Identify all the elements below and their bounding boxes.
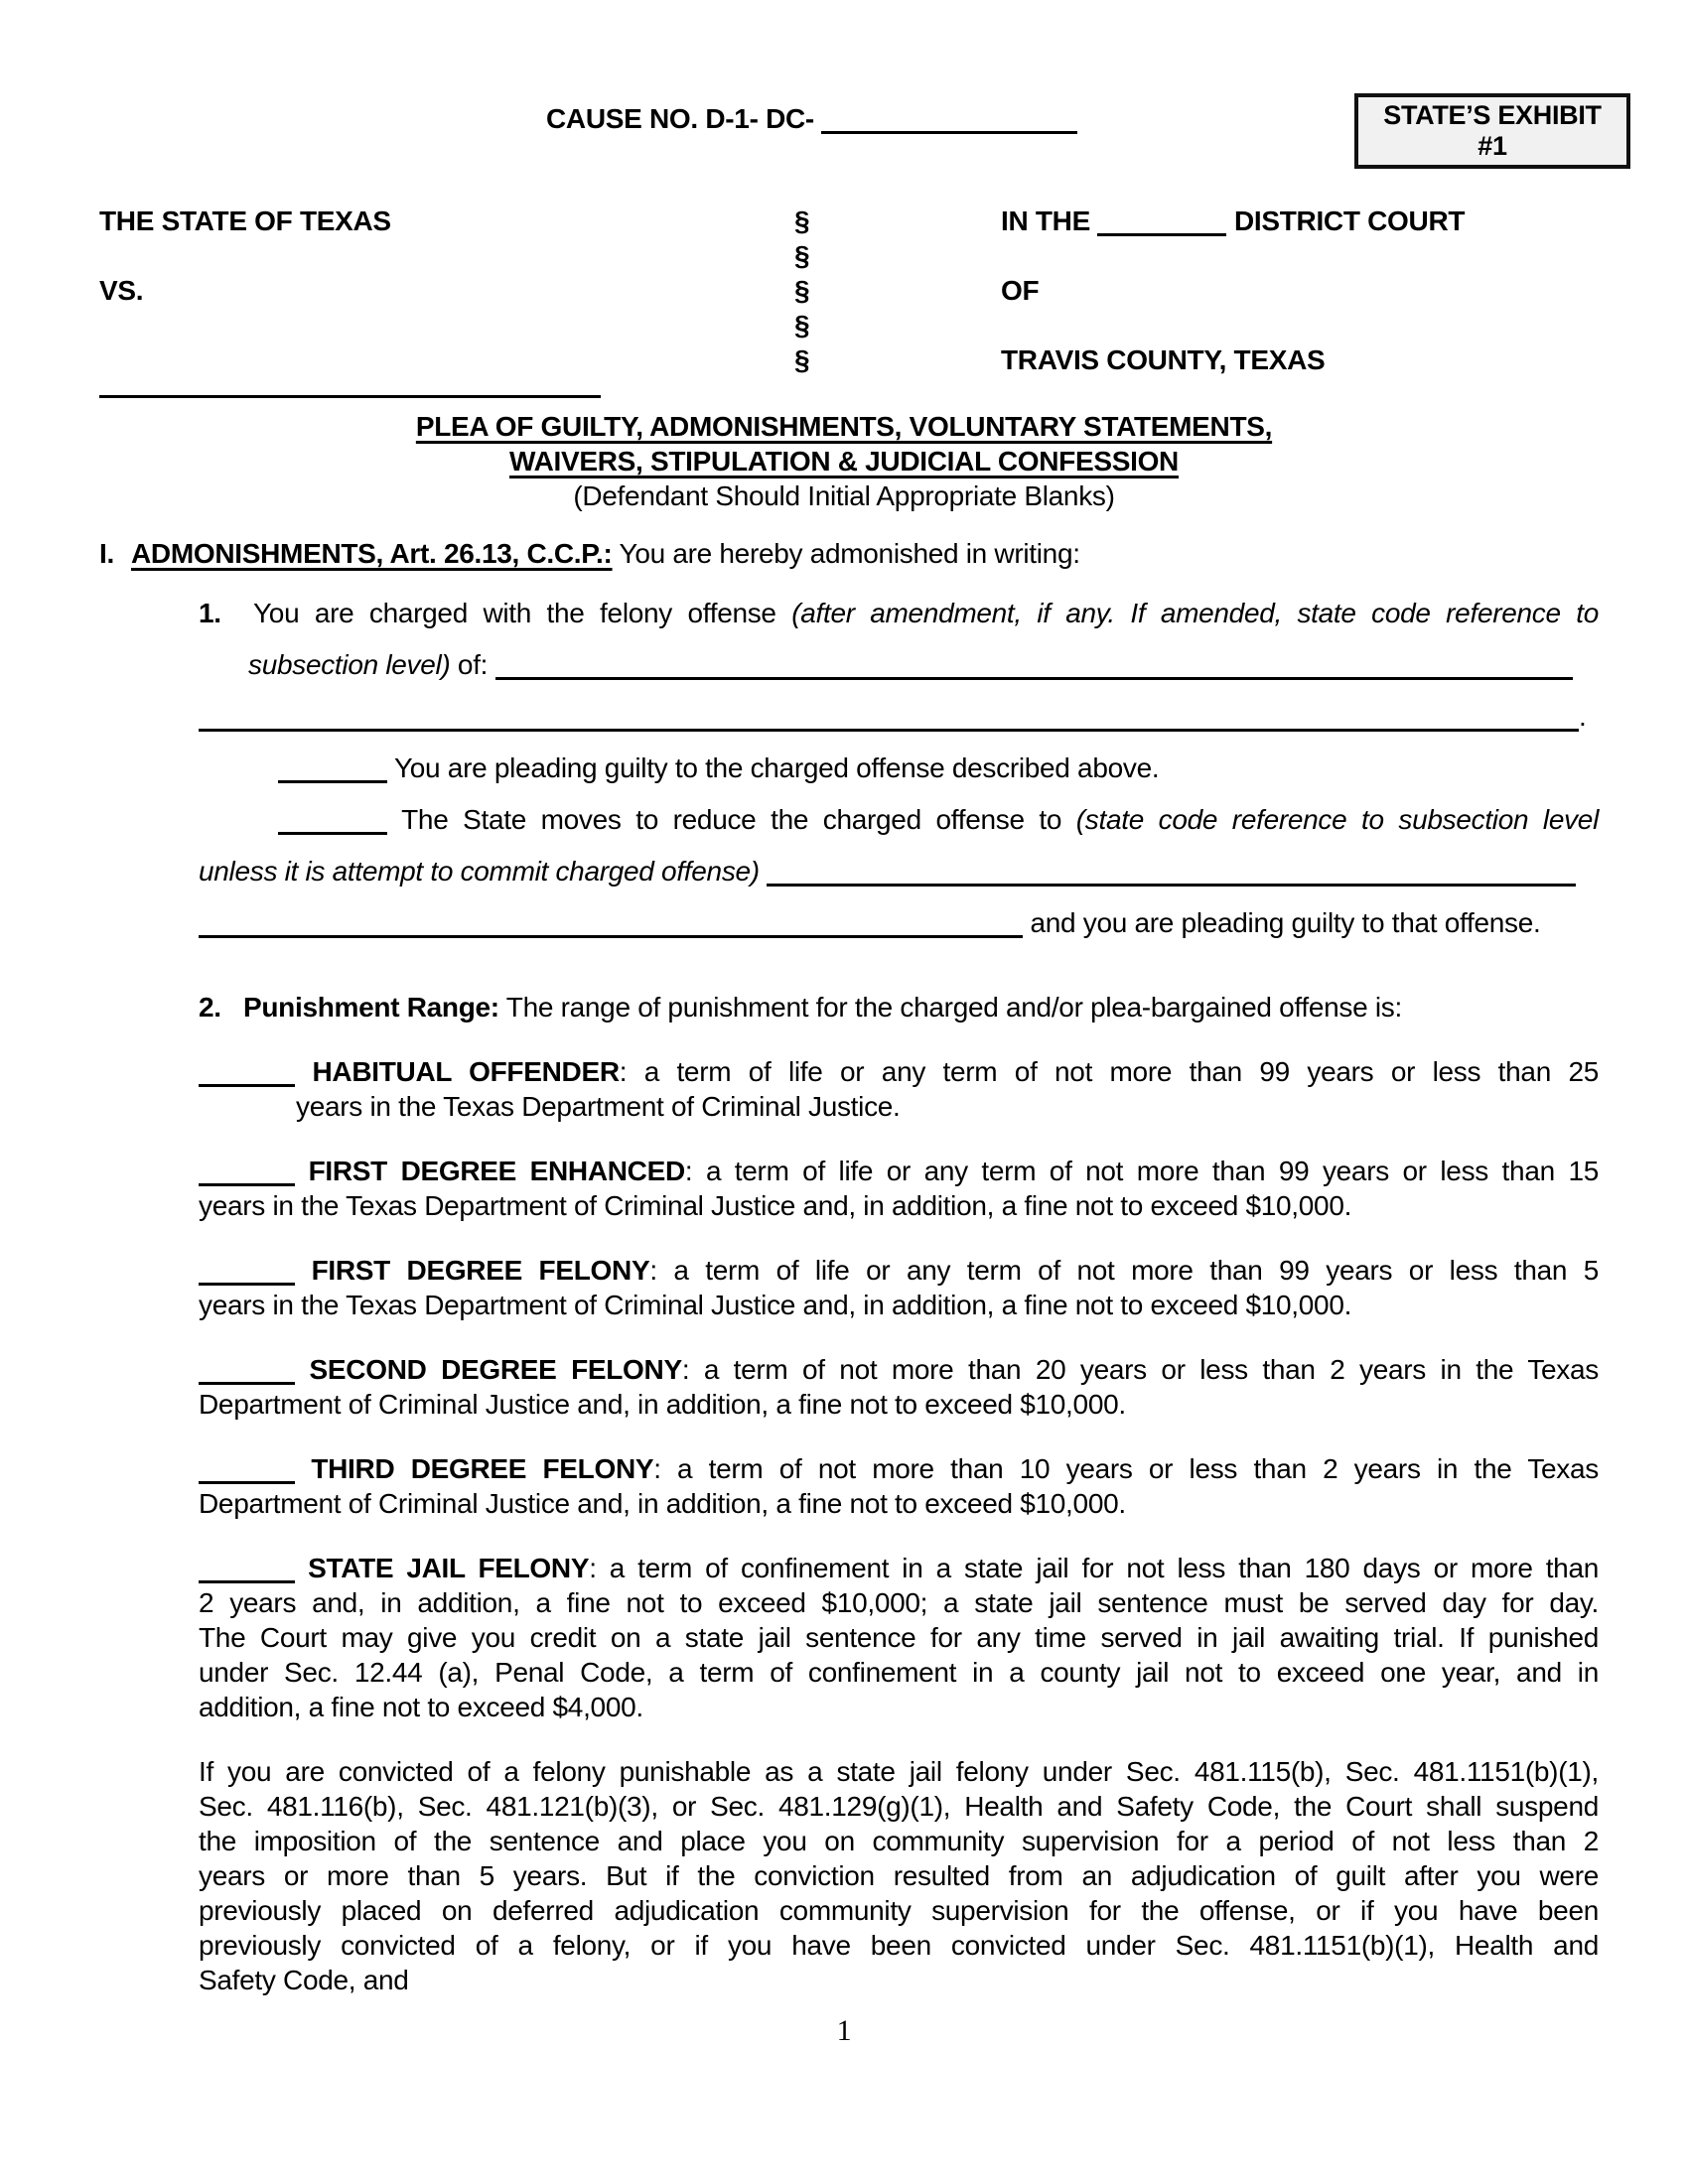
text-run: : a term of life or any term of not more than 99 years or less than 5 <box>649 1255 1599 1286</box>
initials-blank-second-degree-felony <box>199 1357 295 1385</box>
of-label: OF <box>1001 275 1040 306</box>
caption-section-column <box>794 204 1001 377</box>
caption-left-column <box>99 204 794 377</box>
text-run: Department of Criminal Justice and, in addition, a fine not to exceed $10,000. <box>199 1488 1126 1519</box>
text-run: You are pleading guilty to the charged offense described above. <box>387 752 1160 783</box>
punishment-first-degree-felony <box>199 1253 1599 1322</box>
caption-spacer <box>99 308 794 342</box>
text-run: subsection level) <box>248 649 451 680</box>
punishment-label: THIRD DEGREE FELONY <box>311 1453 654 1484</box>
text-line <box>199 1154 1599 1188</box>
text-line <box>199 1789 1599 1824</box>
initials-blank-habitual-offender <box>199 1059 295 1087</box>
text-run: under Sec. 12.44 (a), Penal Code, a term of confinement in a county jail not to exceed one year, and in <box>199 1657 1599 1688</box>
plaintiff-name: THE STATE OF TEXAS <box>99 205 391 236</box>
punishment-range-block <box>199 1054 1599 2027</box>
case-caption <box>99 204 1599 377</box>
text-line <box>199 1585 1599 1620</box>
punishment-habitual-offender <box>199 1054 1599 1124</box>
text-line <box>199 1054 1599 1089</box>
text-run <box>295 1553 308 1583</box>
text-run <box>295 1354 310 1385</box>
section-symbol: § <box>794 240 810 271</box>
text-run: previously placed on deferred adjudication community supervision for the offense, or if you have been <box>199 1895 1599 1926</box>
text-line <box>199 1451 1599 1486</box>
offense-charge-line <box>199 596 1599 630</box>
punishment-second-degree-felony <box>199 1352 1599 1422</box>
text-line <box>199 1089 1599 1124</box>
text-run: The Court may give you credit on a state jail sentence for any time served in jail awaiting trial. If punished <box>199 1622 1599 1653</box>
text-run: The State moves to reduce the charged offense to <box>387 804 1076 835</box>
text-run <box>295 1056 312 1087</box>
text-line <box>199 1893 1599 1928</box>
initials-blank-pleading-guilty <box>278 755 387 783</box>
punishment-label: FIRST DEGREE FELONY <box>311 1255 650 1286</box>
cause-number-blank <box>821 106 1077 134</box>
section-numeral: I. <box>99 538 114 569</box>
caption-right-column <box>1001 204 1599 377</box>
section-heading-rest: You are hereby admonished in writing: <box>612 538 1080 569</box>
plead-guilty-option-line <box>199 751 1599 785</box>
reduce-offense-continuation-line <box>199 854 1599 888</box>
punishment-range-heading <box>199 990 1599 1024</box>
offense-charge-line-2 <box>199 647 1599 682</box>
county-name: TRAVIS COUNTY, TEXAS <box>1001 344 1326 375</box>
offense-blank <box>495 652 1573 680</box>
text-run: and you are pleading guilty to that offense. <box>1023 907 1541 938</box>
text-line <box>199 1352 1599 1387</box>
page-number: 1 <box>836 2014 852 2047</box>
text-run: (after amendment, if any. If amended, state code reference to <box>791 598 1599 628</box>
cause-number-line <box>546 101 1077 136</box>
punishment-label: SECOND DEGREE FELONY <box>309 1354 682 1385</box>
punishment-state-jail-felony <box>199 1551 1599 1724</box>
caption-spacer <box>1001 238 1599 273</box>
caption-spacer <box>1001 308 1599 342</box>
text-line <box>199 1655 1599 1690</box>
punishment-first-degree-enhanced <box>199 1154 1599 1223</box>
text-line <box>199 1928 1599 1963</box>
text-run: Department of Criminal Justice and, in addition, a fine not to exceed $10,000. <box>199 1389 1126 1420</box>
text-run: years or more than 5 years. But if the conviction resulted from an adjudication of guilt after you were <box>199 1860 1599 1891</box>
court-number-blank <box>1097 208 1226 236</box>
section-symbol: § <box>794 275 810 306</box>
reduce-offense-option-line <box>199 802 1599 837</box>
offense-blank-line <box>199 699 1599 734</box>
text-run: Safety Code, and <box>199 1965 409 1995</box>
section-heading-text: ADMONISHMENTS, Art. 26.13, C.C.P.: <box>131 538 613 569</box>
text-run: years in the Texas Department of Criminal Justice and, in addition, a fine not to exceed $10,000. <box>199 1290 1352 1320</box>
court-suffix: DISTRICT COURT <box>1233 205 1466 236</box>
document-subtitle: (Defendant Should Initial Appropriate Blanks) <box>573 480 1115 511</box>
text-run <box>295 1453 311 1484</box>
text-line <box>199 1551 1599 1585</box>
text-line <box>199 1387 1599 1422</box>
text-run: You are charged with the felony offense <box>253 598 792 628</box>
section1-heading <box>99 536 1599 571</box>
initials-blank-state-jail-felony <box>199 1556 295 1583</box>
punishment-label: STATE JAIL FELONY <box>308 1553 590 1583</box>
versus-label: VS. <box>99 275 144 306</box>
text-run <box>295 1255 312 1286</box>
text-run: : a term of confinement in a state jail for not less than 180 days or more than <box>589 1553 1600 1583</box>
text-line <box>199 1824 1599 1858</box>
text-run: the imposition of the sentence and place you on community supervision for a period of not less than 2 <box>199 1826 1599 1856</box>
section-symbol: § <box>794 205 810 236</box>
text-run: : a term of not more than 20 years or less than 2 years in the Texas <box>681 1354 1599 1385</box>
text-run: (state code reference to subsection level <box>1075 804 1599 835</box>
item-label: Punishment Range: <box>243 992 499 1023</box>
exhibit-stamp-title: STATE’S EXHIBIT <box>1383 100 1602 130</box>
text-run: : a term of not more than 10 years or less than 2 years in the Texas <box>653 1453 1599 1484</box>
document-title-line1: PLEA OF GUILTY, ADMONISHMENTS, VOLUNTARY STATEMENTS, <box>415 411 1273 442</box>
punishment-label: HABITUAL OFFENDER <box>312 1056 620 1087</box>
text-run: . <box>1579 701 1587 732</box>
text-line <box>199 1963 1599 1997</box>
text-run: Sec. 481.116(b), Sec. 481.121(b)(3), or Sec. 481.129(g)(1), Health and Safety Code, the Court shall suspend <box>199 1791 1599 1822</box>
text-run: 2 years and, in addition, a fine not to exceed $10,000; a state jail sentence must be served day for day. <box>199 1587 1599 1618</box>
text-run: of: <box>450 649 495 680</box>
initials-blank-third-degree-felony <box>199 1456 295 1484</box>
text-run: years in the Texas Department of Criminal Justice. <box>296 1091 901 1122</box>
initials-blank-first-degree-felony <box>199 1258 295 1286</box>
punishment-third-degree-felony <box>199 1451 1599 1521</box>
caption-spacer <box>99 238 794 273</box>
text-run: : a term of life or any term of not more than 99 years or less than 15 <box>684 1156 1599 1186</box>
charged-offense-block <box>199 596 1599 957</box>
section-symbol: § <box>794 310 810 341</box>
text-line <box>199 1620 1599 1655</box>
text-line <box>199 1188 1599 1223</box>
text-line <box>199 1288 1599 1322</box>
text-line <box>199 1754 1599 1789</box>
section-symbol: § <box>794 344 810 375</box>
text-run: : a term of life or any term of not more than 99 years or less than 25 <box>619 1056 1600 1087</box>
text-run: If you are convicted of a felony punishable as a state jail felony under Sec. 481.115(b), Sec. 481.1151(b)(1), <box>199 1756 1599 1787</box>
text-line <box>199 1858 1599 1893</box>
punishment-label: FIRST DEGREE ENHANCED <box>308 1156 685 1186</box>
cause-number-label: CAUSE NO. D-1- DC- <box>546 103 814 134</box>
exhibit-stamp <box>1354 93 1630 169</box>
initials-blank-state-reduce <box>278 807 387 835</box>
text-run: The range of punishment for the charged and/or plea-bargained offense is: <box>498 992 1402 1023</box>
text-line <box>199 1486 1599 1521</box>
initials-blank-first-degree-enhanced <box>199 1159 295 1186</box>
item-number: 1. <box>199 598 221 628</box>
reduced-plea-line <box>199 905 1599 940</box>
document-title-block <box>0 409 1688 513</box>
state-jail-community-supervision-paragraph <box>199 1754 1599 1997</box>
reduced-offense-blank-2 <box>199 910 1023 938</box>
court-line <box>1001 204 1599 238</box>
item-number: 2. <box>199 992 221 1023</box>
text-run: addition, a fine not to exceed $4,000. <box>199 1692 643 1722</box>
court-prefix: IN THE <box>1001 205 1090 236</box>
exhibit-stamp-number: #1 <box>1477 131 1507 161</box>
reduced-offense-blank <box>767 859 1576 887</box>
offense-blank-2 <box>199 704 1579 732</box>
document-title-line2: WAIVERS, STIPULATION & JUDICIAL CONFESSION <box>509 446 1179 477</box>
text-line <box>199 1253 1599 1288</box>
text-run: previously convicted of a felony, or if you have been convicted under Sec. 481.1151(b)(1), Health and <box>199 1930 1599 1961</box>
text-run <box>295 1156 309 1186</box>
text-run: years in the Texas Department of Criminal Justice and, in addition, a fine not to exceed $10,000. <box>199 1190 1352 1221</box>
text-run: unless it is attempt to commit charged offense) <box>199 856 768 887</box>
defendant-name-blank <box>99 370 601 398</box>
text-line <box>199 1690 1599 1724</box>
